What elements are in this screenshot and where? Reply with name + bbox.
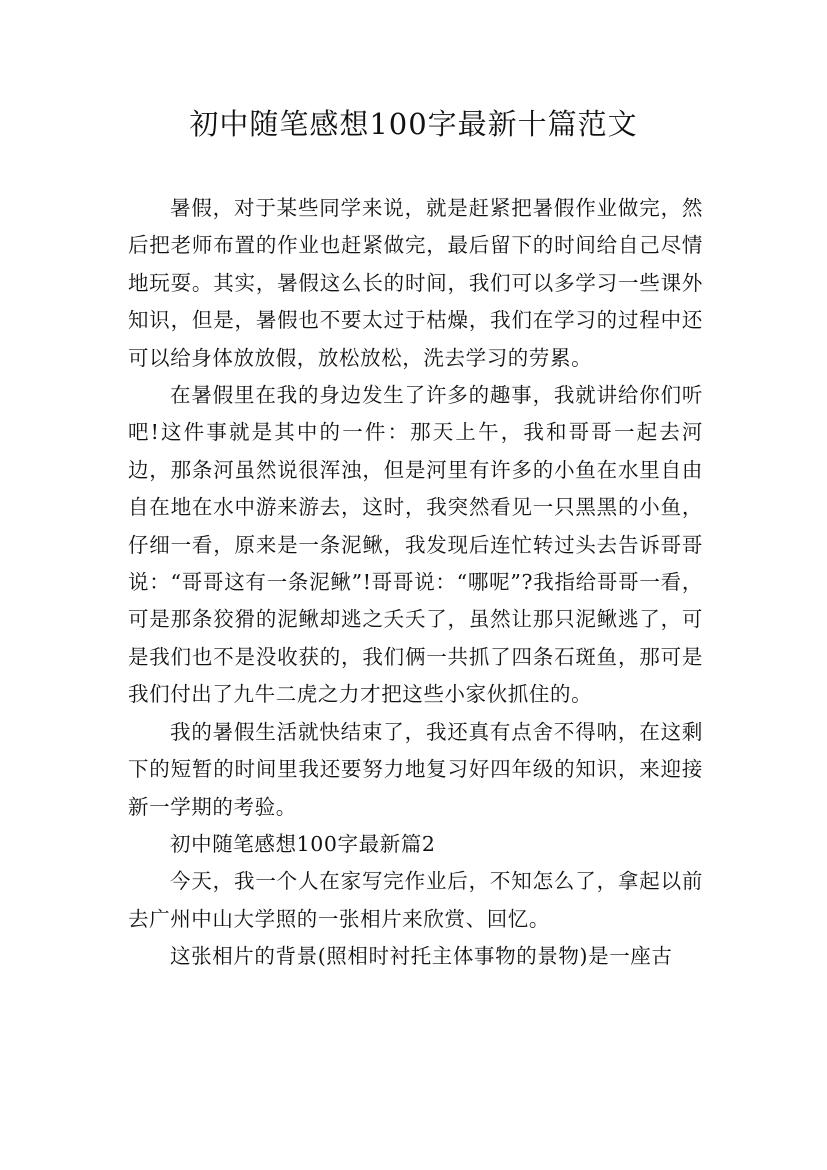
document-body bbox=[128, 190, 703, 976]
paragraph: 在暑假里在我的身边发生了许多的趣事，我就讲给你们听吧!这件事就是其中的一件：那天上午，我和哥哥一起去河边，那条河虽然说很浑浊，但是河里有许多的小鱼在水里自由自在地在水中游来游去，这时，我突然看见一只黑黑的小鱼，仔细一看，原来是一条泥鳅，我发现后连忙转过头去告诉哥哥说：“哥哥这有一条泥鳅”!哥哥说：“哪呢”?我指给哥哥一看，可是那条狡猾的泥鳅却逃之夭夭了，虽然让那只泥鳅逃了，可是我们也不是没收获的，我们俩一共抓了四条石斑鱼，那可是我们付出了九牛二虎之力才把这些小家伙抓住的。 bbox=[128, 383, 703, 707]
section-heading: 初中随笔感想100字最新篇2 bbox=[170, 831, 436, 856]
paragraph: 我的暑假生活就快结束了，我还真有点舍不得呐，在这剩下的短暂的时间里我还要努力地复习好四年级的知识，来迎接新一学期的考验。 bbox=[128, 719, 703, 819]
paragraph: 今天，我一个人在家写完作业后，不知怎么了，拿起以前去广州中山大学照的一张相片来欣赏、回忆。 bbox=[128, 869, 703, 931]
document-title: 初中随笔感想100字最新十篇范文 bbox=[189, 107, 638, 141]
paragraph: 暑假，对于某些同学来说，就是赶紧把暑假作业做完，然后把老师布置的作业也赶紧做完，最后留下的时间给自己尽情地玩耍。其实，暑假这么长的时间，我们可以多学习一些课外知识，但是，暑假也不要太过于枯燥，我们在学习的过程中还可以给身体放放假，放松放松，洗去学习的劳累。 bbox=[128, 196, 703, 370]
paragraph: 这张相片的背景(照相时衬托主体事物的景物)是一座古 bbox=[170, 944, 673, 969]
